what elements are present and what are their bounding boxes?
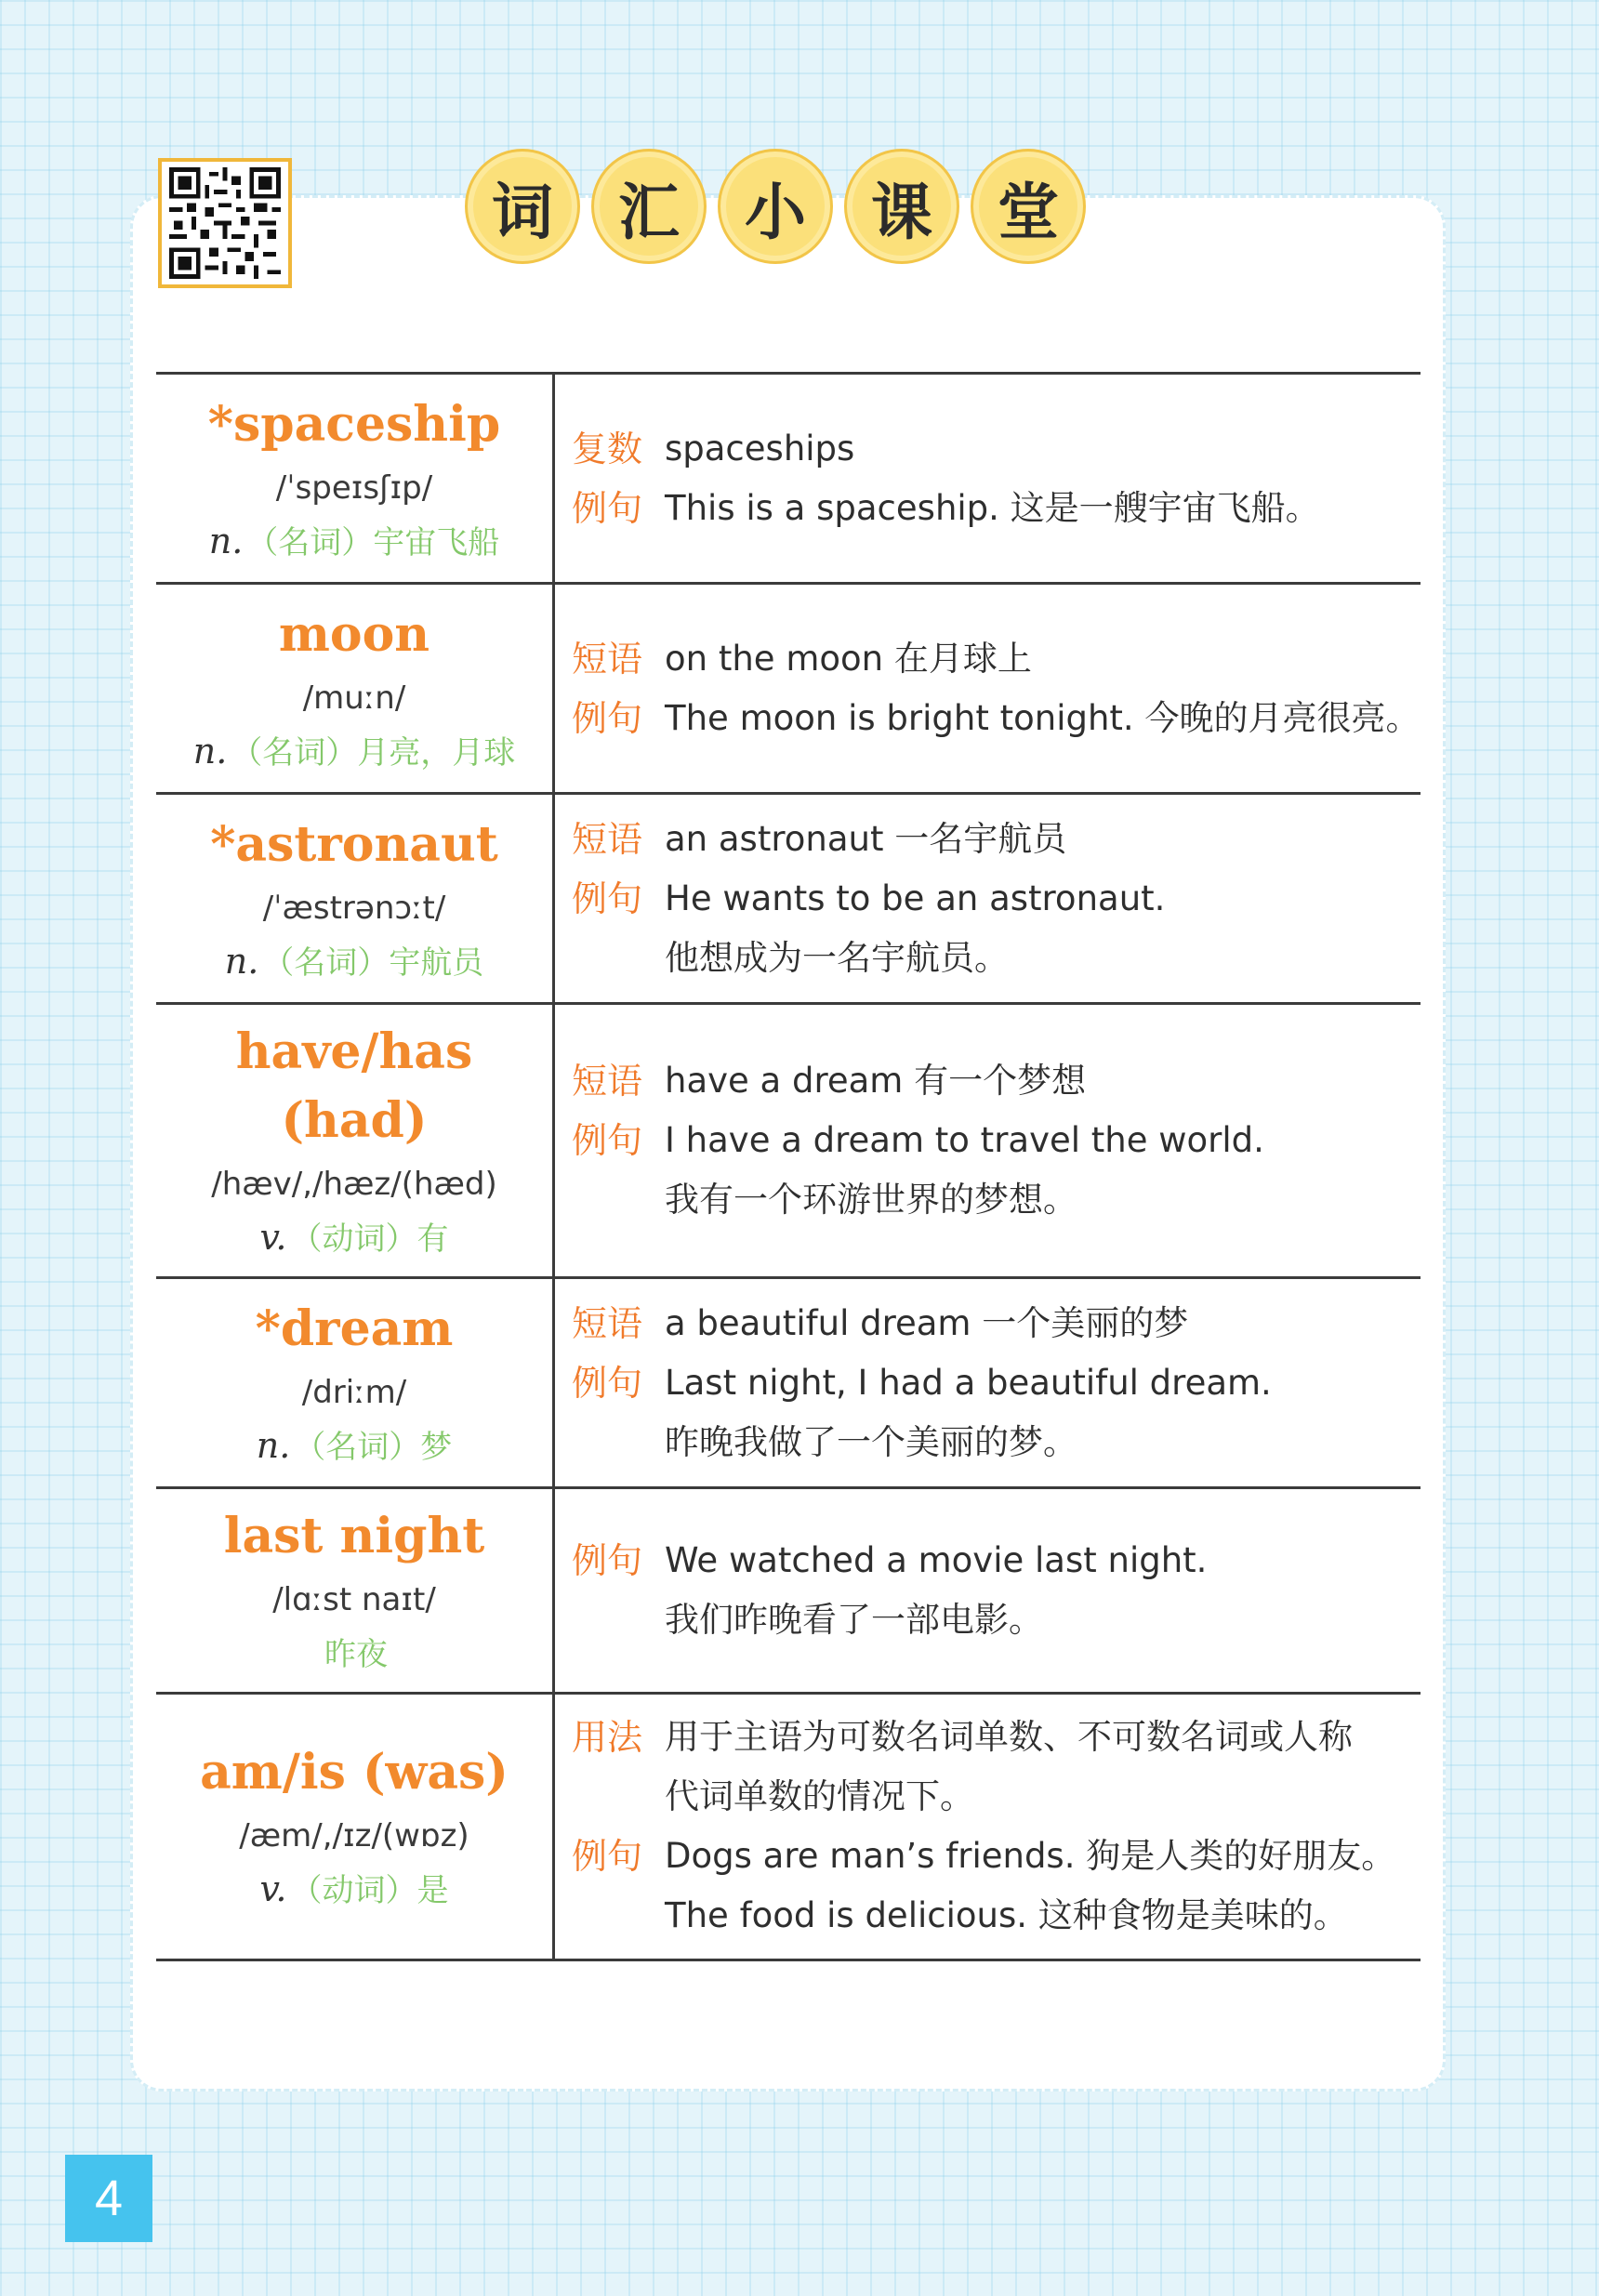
info-text: 我们昨晚看了一部电影。: [665, 1600, 1043, 1640]
info-line: [572, 689, 1421, 748]
info-line: [572, 1111, 1421, 1170]
headword: moon: [278, 605, 430, 663]
qr-code-icon[interactable]: [158, 158, 292, 288]
info-line: [572, 1170, 1421, 1230]
info-text: spaceships: [665, 428, 855, 468]
info-tag: 短语: [572, 1061, 643, 1102]
info-text: I have a dream to travel the world.: [665, 1120, 1264, 1160]
word-cell: [156, 1694, 554, 1960]
pos-abbrev: n.: [208, 520, 244, 561]
info-text: The food is delicious. 这种食物是美味的。: [665, 1895, 1348, 1935]
info-text: 我有一个环游世界的梦想。: [665, 1180, 1077, 1220]
info-tag: 短语: [572, 1302, 643, 1344]
part-of-speech: [156, 1213, 552, 1263]
info-line: [572, 629, 1421, 689]
meaning: （名词）宇航员: [262, 943, 484, 982]
headword: *astronaut: [210, 815, 498, 873]
meaning: （动词）是: [290, 1872, 449, 1909]
part-of-speech: [156, 937, 552, 987]
info-text: a beautiful dream 一个美丽的梦: [665, 1302, 1189, 1343]
info-text: 他想成为一名宇航员。: [665, 937, 1009, 978]
title-char: 词: [465, 149, 580, 264]
part-of-speech: [156, 517, 552, 567]
word-cell: [156, 1278, 554, 1488]
info-cell: [554, 1694, 1421, 1960]
info-text: on the moon 在月球上: [665, 638, 1032, 679]
info-line: [572, 1827, 1421, 1886]
info-tag: 例句: [572, 1836, 643, 1877]
page-number: 4: [65, 2155, 152, 2242]
info-tag: 例句: [572, 877, 643, 919]
info-line: [572, 810, 1421, 869]
info-line: [572, 1886, 1421, 1946]
pos-abbrev: v.: [259, 1868, 287, 1909]
headword: am/is (was): [200, 1744, 509, 1801]
info-tag: [572, 1767, 665, 1827]
info-tag: [572, 1886, 665, 1946]
title-char: 课: [844, 149, 959, 264]
meaning: （名词）宇宙飞船: [246, 523, 500, 561]
info-line: [572, 1590, 1421, 1650]
phonetic: /driːm/: [301, 1373, 407, 1411]
headword: *spaceship: [207, 395, 501, 453]
phonetic: /ˈæstrənɔːt/: [262, 889, 446, 927]
info-line: [572, 929, 1421, 988]
info-tag: 例句: [572, 1362, 643, 1404]
word-cell: [156, 1488, 554, 1694]
headword: *dream: [255, 1300, 454, 1357]
info-line: [572, 1353, 1421, 1413]
vocab-row: [156, 1488, 1421, 1694]
info-line: [572, 479, 1421, 538]
phonetic: /ˈspeɪsʃɪp/: [275, 468, 433, 507]
info-tag: 短语: [572, 818, 643, 860]
section-title: [465, 149, 1086, 268]
info-text: 昨晚我做了一个美丽的梦。: [665, 1421, 1077, 1462]
info-text: have a dream 有一个梦想: [665, 1061, 1087, 1101]
info-tag: 例句: [572, 487, 643, 529]
info-text: Dogs are man’s friends. 狗是人类的好朋友。: [665, 1836, 1396, 1876]
phonetic: /lɑːst naɪt/: [272, 1581, 436, 1618]
info-cell: [554, 1004, 1421, 1278]
pos-abbrev: n.: [256, 1424, 291, 1466]
vocab-row: [156, 1004, 1421, 1278]
meaning: 昨夜: [324, 1636, 388, 1673]
info-text: 用于主语为可数名词单数、不可数名词或人称: [665, 1717, 1353, 1757]
word-cell: [156, 794, 554, 1004]
info-line: [572, 1051, 1421, 1111]
info-line: [572, 1767, 1421, 1827]
part-of-speech: [156, 727, 552, 777]
info-tag: 例句: [572, 1120, 643, 1161]
info-tag: [572, 929, 665, 988]
word-cell: [156, 584, 554, 794]
vocab-row: [156, 374, 1421, 584]
info-text: We watched a movie last night.: [665, 1540, 1208, 1580]
meaning: （名词）梦: [294, 1428, 453, 1466]
info-tag: 短语: [572, 638, 643, 680]
info-line: [572, 1531, 1421, 1590]
headword: have/has (had): [235, 1023, 473, 1149]
info-tag: 例句: [572, 697, 643, 739]
info-tag: [572, 1413, 665, 1472]
info-line: [572, 1413, 1421, 1472]
pos-abbrev: v.: [259, 1217, 287, 1258]
vocabulary-table: [156, 372, 1421, 1961]
part-of-speech: [156, 1865, 552, 1915]
info-text: The moon is bright tonight. 今晚的月亮很亮。: [665, 697, 1421, 738]
pos-abbrev: n.: [192, 730, 228, 772]
info-tag: [572, 1590, 665, 1650]
info-line: [572, 869, 1421, 929]
info-text: an astronaut 一名宇航员: [665, 818, 1067, 859]
title-char: 汇: [591, 149, 707, 264]
info-tag: 用法: [572, 1717, 643, 1758]
info-tag: [572, 1170, 665, 1230]
word-cell: [156, 374, 554, 584]
vocab-row: [156, 794, 1421, 1004]
title-char: 堂: [971, 149, 1086, 264]
vocab-row: [156, 1694, 1421, 1960]
pos-abbrev: n.: [224, 940, 259, 982]
word-cell: [156, 1004, 554, 1278]
title-char: 小: [718, 149, 833, 264]
phonetic: /muːn/: [302, 679, 406, 717]
info-text: He wants to be an astronaut.: [665, 877, 1166, 918]
info-text: 代词单数的情况下。: [665, 1776, 974, 1816]
info-line: [572, 419, 1421, 479]
info-text: Last night, I had a beautiful dream.: [665, 1362, 1272, 1403]
meaning: （名词）月亮，月球: [231, 733, 516, 772]
vocab-row: [156, 584, 1421, 794]
headword: last night: [223, 1508, 485, 1564]
phonetic: /æm/,/ɪz/(wɒz): [239, 1817, 469, 1854]
qr-code-graphic: [167, 167, 283, 279]
info-cell: [554, 1278, 1421, 1488]
phonetic: /hæv/,/hæz/(hæd): [211, 1166, 497, 1203]
info-line: [572, 1708, 1421, 1767]
info-cell: [554, 1488, 1421, 1694]
part-of-speech: [156, 1421, 552, 1471]
info-cell: [554, 584, 1421, 794]
info-cell: [554, 374, 1421, 584]
info-text: This is a spaceship. 这是一艘宇宙飞船。: [665, 487, 1320, 528]
part-of-speech: [156, 1629, 552, 1679]
info-tag: 复数: [572, 428, 643, 469]
info-line: [572, 1294, 1421, 1353]
meaning: （动词）有: [290, 1221, 449, 1258]
info-cell: [554, 794, 1421, 1004]
info-tag: 例句: [572, 1540, 643, 1581]
vocab-row: [156, 1278, 1421, 1488]
